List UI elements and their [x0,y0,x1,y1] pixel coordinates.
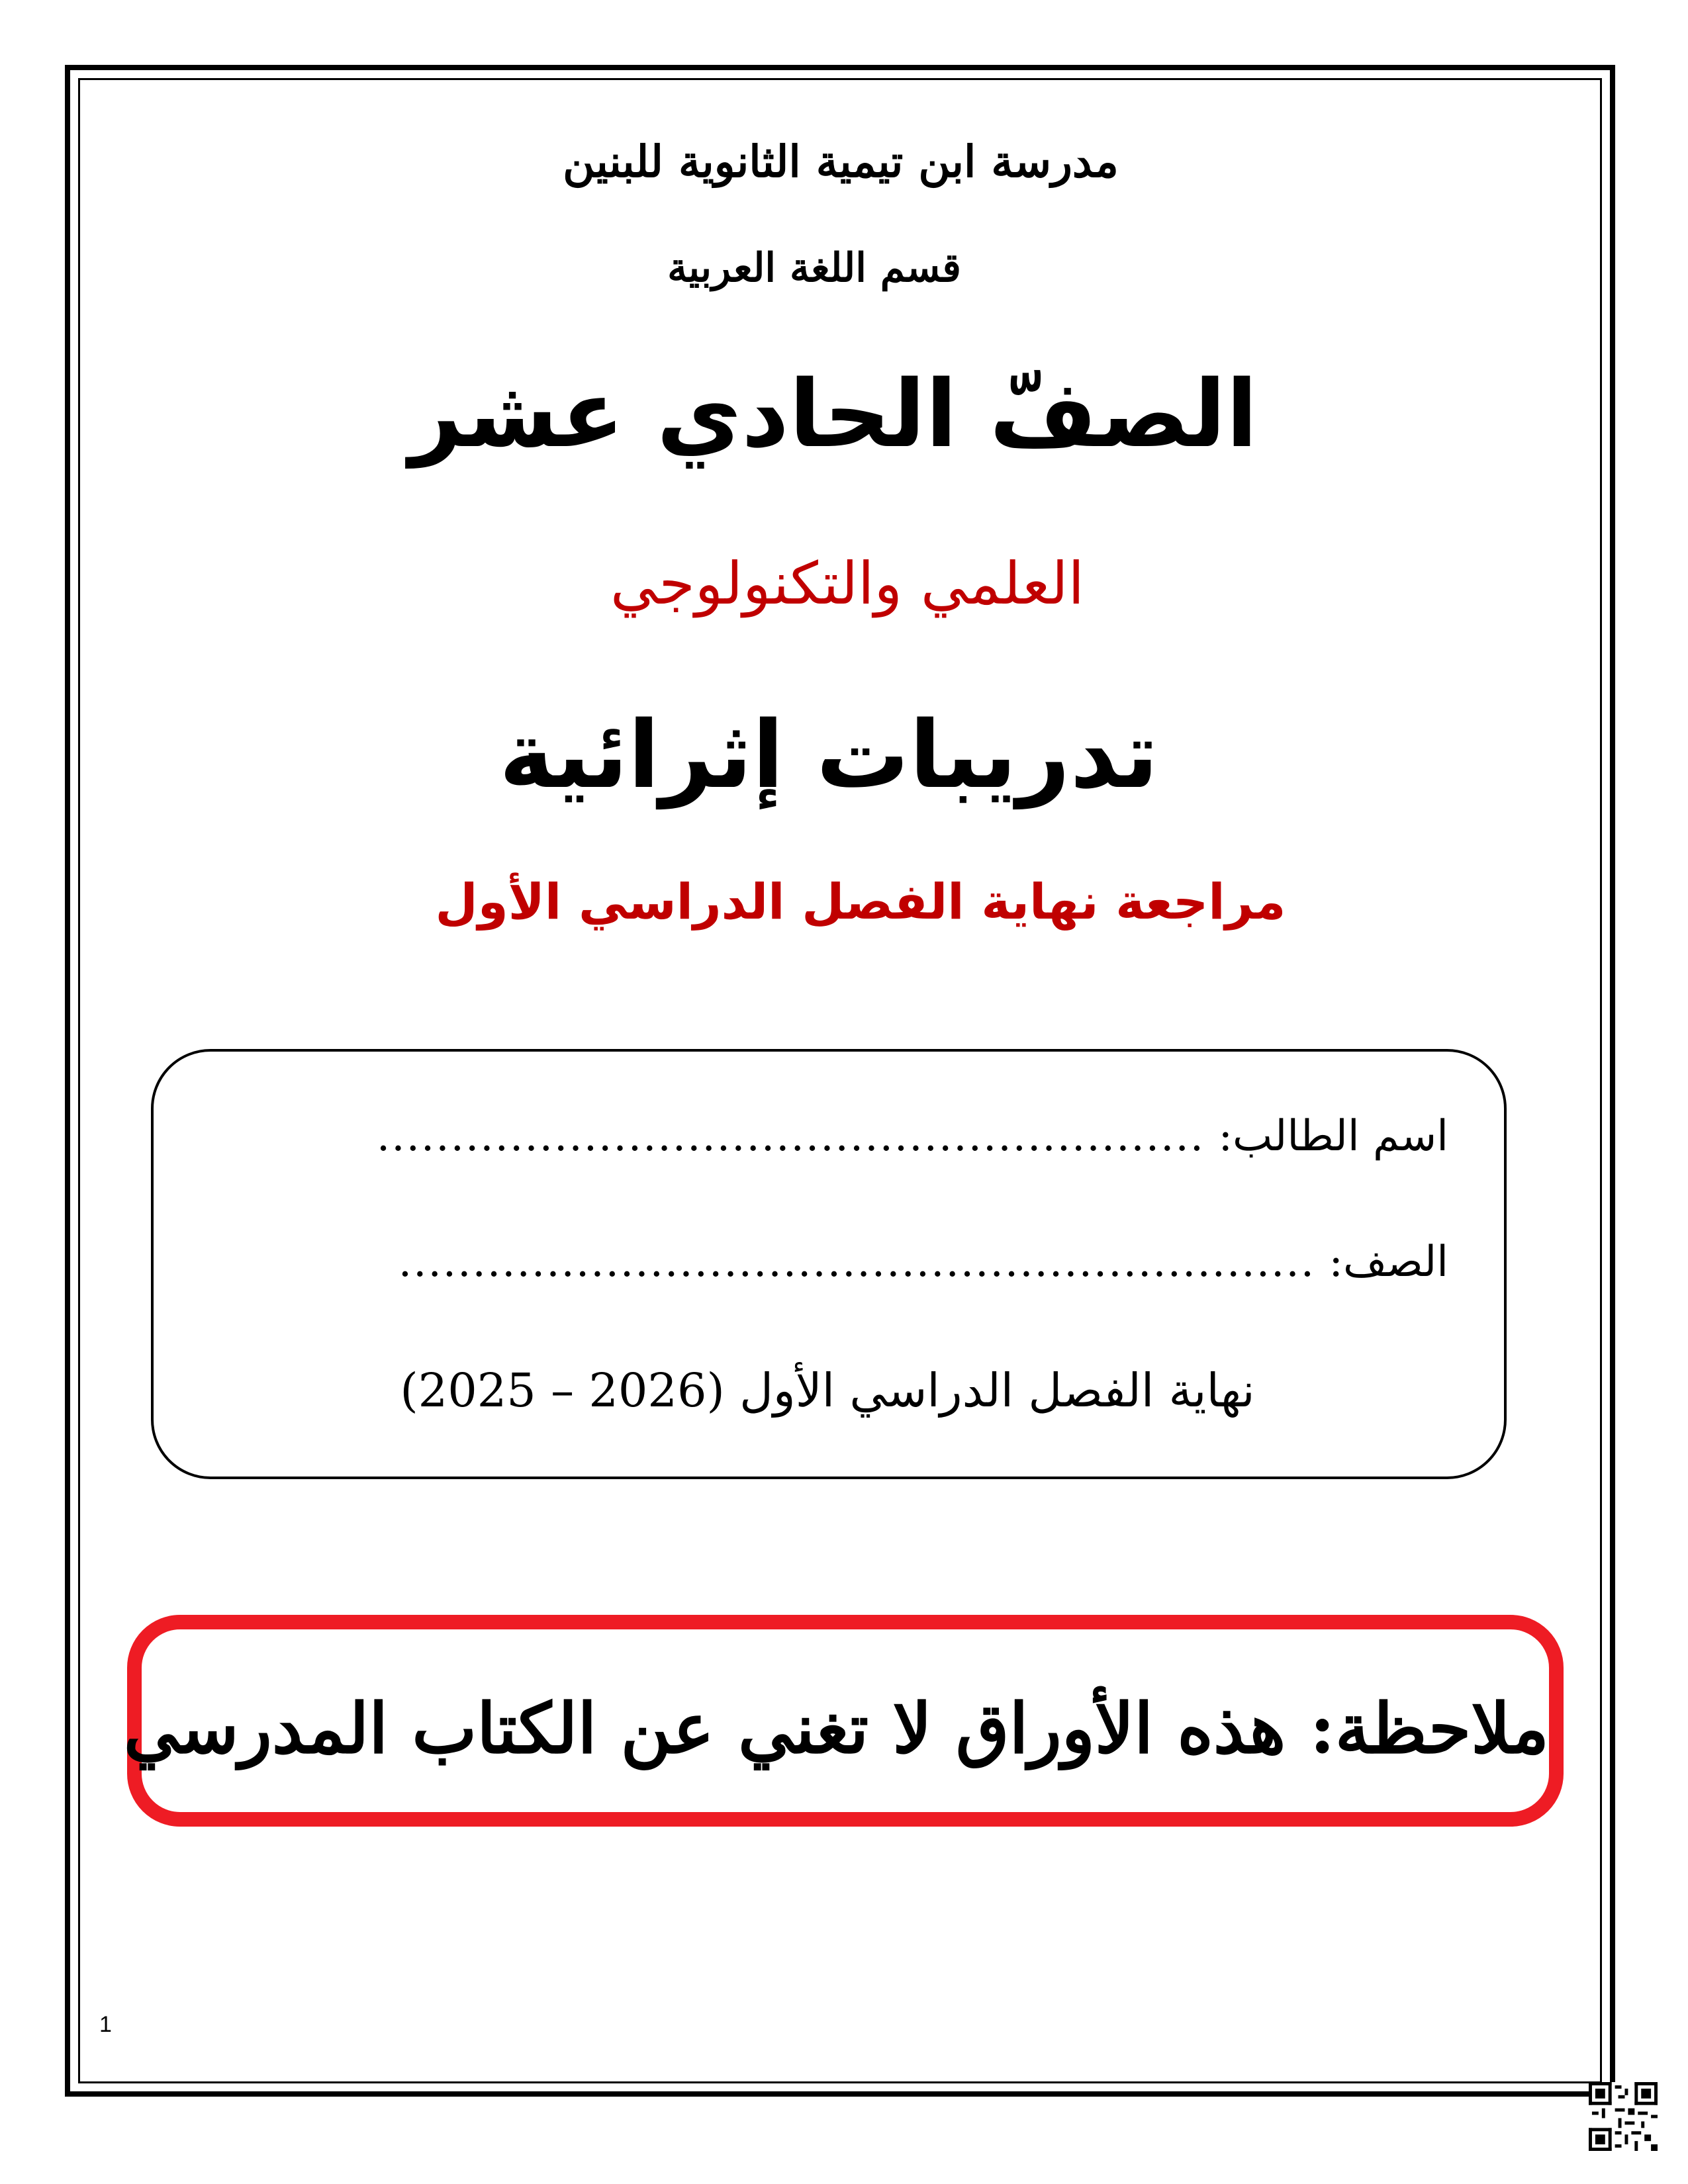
student-name-field[interactable] [217,1112,1448,1161]
note-text: ملاحظة: هذه الأوراق لا تغني عن الكتاب المدرسي [123,1688,1549,1769]
term-years: (2025 – 2026) [400,1363,725,1418]
term-text: نهاية الفصل الدراسي الأول [739,1363,1255,1418]
track-title: العلمي والتكنولوجي [610,549,1084,617]
term-line [397,1363,1258,1418]
student-class-label: الصف: [1329,1238,1448,1287]
drills-title: تدريبات إثرائية [499,702,1158,809]
qr-code-icon [1589,2082,1658,2151]
school-name: مدرسة ابن تيمية الثانوية للبنين [563,136,1119,187]
student-class-dots: .............................................................. [398,1238,1316,1287]
department-name: قسم اللغة العربية [667,245,961,291]
student-class-field[interactable] [217,1238,1448,1287]
student-name-dots: ........................................................ [376,1112,1205,1161]
grade-title: الصفّ الحادي عشر [408,361,1258,469]
page-number: 1 [99,2012,112,2037]
review-subtitle: مراجعة نهاية الفصل الدراسي الأول [435,874,1286,931]
student-name-label: اسم الطالب: [1218,1112,1448,1161]
